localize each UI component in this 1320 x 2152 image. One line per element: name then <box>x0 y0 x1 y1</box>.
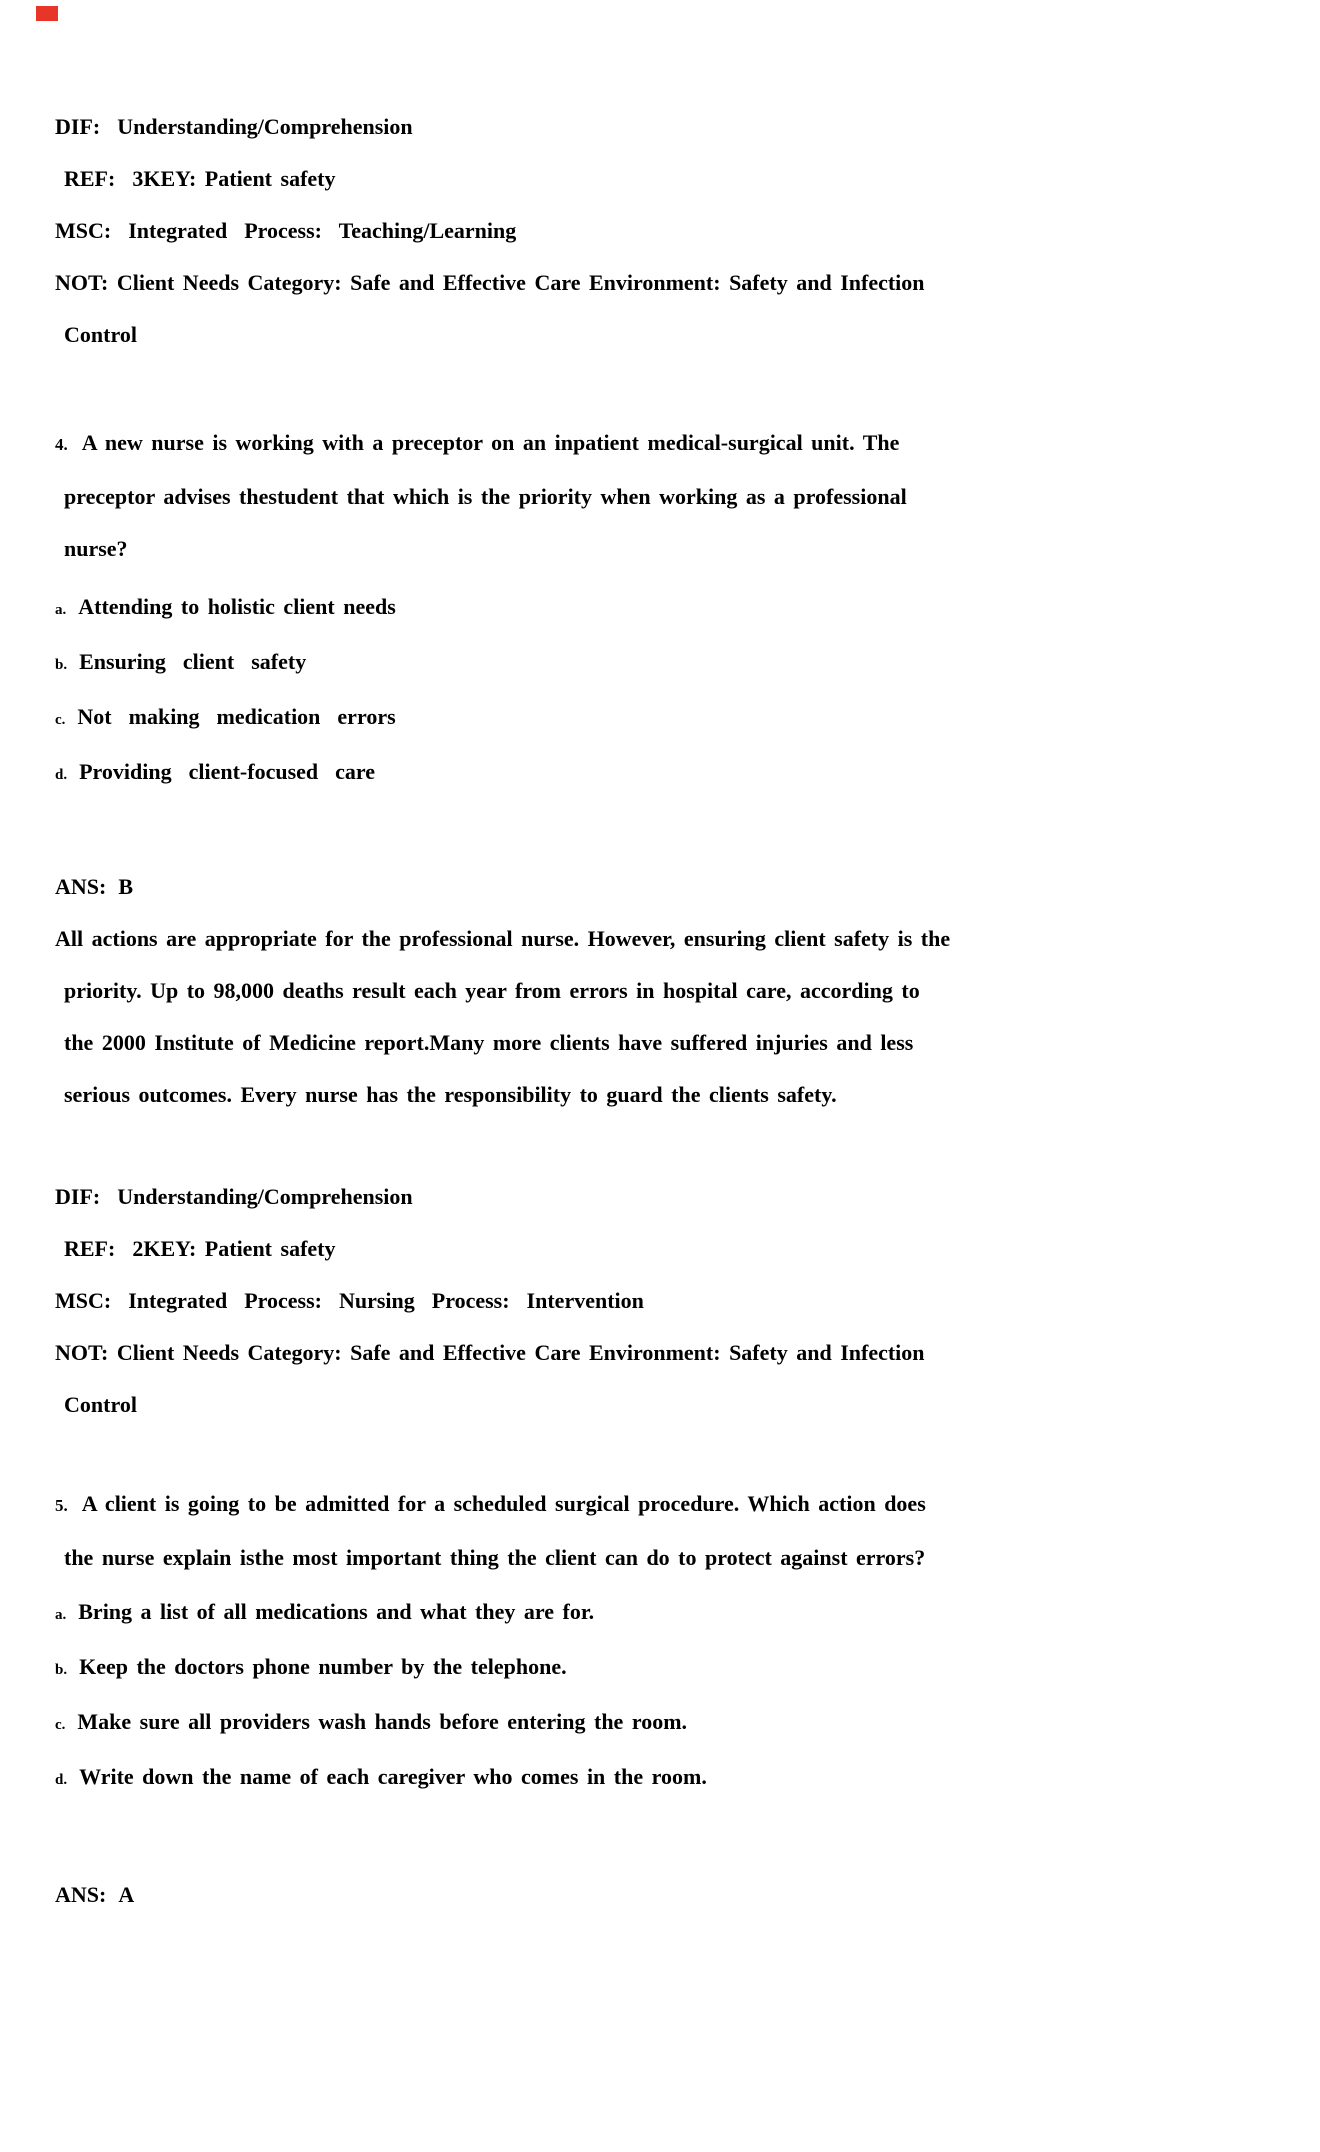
answer-4 <box>55 861 1250 1121</box>
option-label: a. <box>55 1607 67 1623</box>
msc-line: MSC: Integrated Process: Nursing Process: Intervention <box>55 1288 644 1313</box>
answer-4-line <box>55 861 1250 913</box>
answer-5-line <box>55 1869 1250 1921</box>
question-4-number: 4. <box>55 435 68 454</box>
option-label: c. <box>55 1717 66 1733</box>
option-label: d. <box>55 1772 68 1788</box>
question-4-line-3: nurse? <box>64 536 128 561</box>
question-4-line-2: preceptor advises thestudent that which is the priority when working as a professional <box>64 484 907 509</box>
option-text: Not making medication errors <box>77 704 396 729</box>
document-content <box>55 101 1250 1921</box>
dif-line: DIF: Understanding/Comprehension <box>55 114 413 139</box>
question-5-line-1 <box>55 1478 1250 1532</box>
question-4-option-a <box>55 581 1250 636</box>
option-label: b. <box>55 657 68 673</box>
answer-4-rationale-2: priority. Up to 98,000 deaths result each year from errors in hospital care, according to <box>64 978 920 1003</box>
question-5-option-c <box>55 1696 1250 1751</box>
ref-line: REF: 2KEY: Patient safety <box>64 1236 336 1261</box>
answer-4-rationale-4: serious outcomes. Every nurse has the responsibility to guard the clients safety. <box>64 1082 837 1107</box>
not-line: NOT: Client Needs Category: Safe and Effective Care Environment: Safety and Infection <box>55 1340 925 1365</box>
answer-value: B <box>118 874 134 899</box>
not-line: NOT: Client Needs Category: Safe and Effective Care Environment: Safety and Infection <box>55 270 925 295</box>
answer-value: A <box>118 1882 135 1907</box>
msc-line: MSC: Integrated Process: Teaching/Learning <box>55 218 517 243</box>
option-text: Providing client-focused care <box>79 759 376 784</box>
meta-block-1 <box>55 101 1250 361</box>
question-4-options <box>55 581 1250 801</box>
option-text: Ensuring client safety <box>79 649 307 674</box>
option-text: Write down the name of each caregiver who comes in the room. <box>79 1764 707 1789</box>
question-5-option-d <box>55 1751 1250 1806</box>
option-text: Make sure all providers wash hands before entering the room. <box>77 1709 688 1734</box>
option-label: c. <box>55 712 66 728</box>
question-5-number: 5. <box>55 1496 68 1515</box>
dif-line: DIF: Understanding/Comprehension <box>55 1184 413 1209</box>
question-5 <box>55 1478 1250 1584</box>
question-4-option-b <box>55 636 1250 691</box>
question-5-option-b <box>55 1641 1250 1696</box>
answer-label: ANS: <box>55 1882 107 1907</box>
red-marker <box>36 6 58 21</box>
question-4-text: A new nurse is working with a preceptor on an inpatient medical-surgical unit. The <box>81 430 900 455</box>
answer-4-rationale-3: the 2000 Institute of Medicine report.Many more clients have suffered injuries and less <box>64 1030 914 1055</box>
meta-block-2 <box>55 1171 1250 1431</box>
answer-label: ANS: <box>55 874 107 899</box>
question-5-line-2: the nurse explain isthe most important thing the client can do to protect against errors? <box>64 1545 926 1570</box>
ref-line: REF: 3KEY: Patient safety <box>64 166 336 191</box>
answer-4-rationale-1: All actions are appropriate for the professional nurse. However, ensuring client safety is the <box>55 926 951 951</box>
option-label: b. <box>55 1662 68 1678</box>
question-5-option-a <box>55 1586 1250 1641</box>
answer-5 <box>55 1869 1250 1921</box>
option-text: Keep the doctors phone number by the telephone. <box>79 1654 567 1679</box>
question-5-text: A client is going to be admitted for a scheduled surgical procedure. Which action does <box>81 1491 926 1516</box>
option-label: d. <box>55 767 68 783</box>
question-4-option-c <box>55 691 1250 746</box>
not-continuation-line: Control <box>64 322 137 347</box>
option-label: a. <box>55 602 67 618</box>
option-text: Attending to holistic client needs <box>78 594 396 619</box>
question-4-line-1 <box>55 417 1250 471</box>
question-4-option-d <box>55 746 1250 801</box>
option-text: Bring a list of all medications and what they are for. <box>78 1599 595 1624</box>
question-4 <box>55 417 1250 575</box>
question-5-options <box>55 1586 1250 1806</box>
not-continuation-line: Control <box>64 1392 137 1417</box>
